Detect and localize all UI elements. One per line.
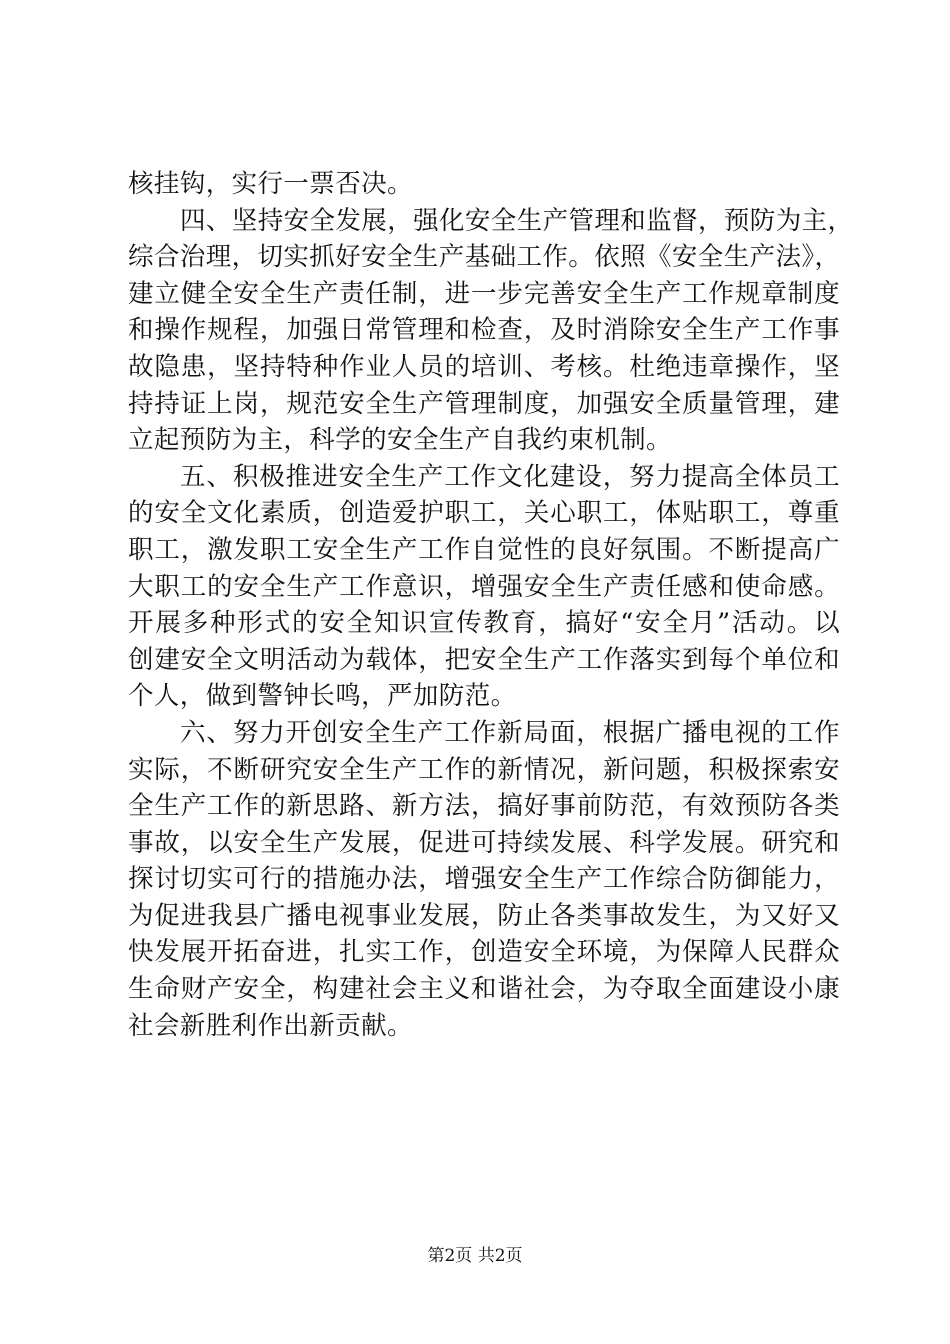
text-line: 故隐患，坚持特种作业人员的培训、考核。杜绝违章操作，坚 xyxy=(128,351,840,382)
text-line: 职工，激发职工安全生产工作自觉性的良好氛围。不断提高广 xyxy=(128,534,840,565)
text-line: 个人，做到警钟长鸣，严加防范。 xyxy=(128,681,517,712)
page-footer: 第2页 共2页 xyxy=(427,1246,523,1266)
text-line: 创建安全文明活动为载体，把安全生产工作落实到每个单位和 xyxy=(128,644,840,675)
text-line: 快发展开拓奋进，扎实工作，创造安全环境，为保障人民群众 xyxy=(128,937,840,968)
text-line: 社会新胜利作出新贡献。 xyxy=(128,1010,413,1041)
text-line: 六、努力开创安全生产工作新局面，根据广播电视的工作 xyxy=(180,717,840,748)
document-body xyxy=(128,166,854,1044)
text-line: 立起预防为主，科学的安全生产自我约束机制。 xyxy=(128,425,672,456)
text-line: 开展多种形式的安全知识宣传教育，搞好“安全月”活动。以 xyxy=(128,608,840,639)
text-line: 事故，以安全生产发展，促进可持续发展、科学发展。研究和 xyxy=(128,827,840,858)
text-line: 核挂钩，实行一票否决。 xyxy=(128,169,413,199)
text-line: 探讨切实可行的措施办法，增强安全生产工作综合防御能力， xyxy=(128,864,840,895)
text-line: 和操作规程，加强日常管理和检查，及时消除安全生产工作事 xyxy=(128,315,840,346)
text-line: 的安全文化素质，创造爱护职工，关心职工，体贴职工，尊重 xyxy=(128,498,840,529)
text-line: 大职工的安全生产工作意识，增强安全生产责任感和使命感。 xyxy=(128,571,840,602)
text-line: 全生产工作的新思路、新方法，搞好事前防范，有效预防各类 xyxy=(128,791,840,822)
text-line: 综合治理，切实抓好安全生产基础工作。依照《安全生产法》， xyxy=(128,242,841,273)
text-line: 建立健全安全生产责任制，进一步完善安全生产工作规章制度 xyxy=(128,278,840,309)
text-line: 生命财产安全，构建社会主义和谐社会，为夺取全面建设小康 xyxy=(128,974,840,1005)
text-line: 四、坚持安全发展，强化安全生产管理和监督，预防为主， xyxy=(180,205,854,236)
text-line: 实际，不断研究安全生产工作的新情况，新问题，积极探索安 xyxy=(128,754,840,785)
text-line: 持持证上岗，规范安全生产管理制度，加强安全质量管理，建 xyxy=(128,388,840,419)
text-line: 为促进我县广播电视事业发展，防止各类事故发生，为又好又 xyxy=(128,900,840,931)
text-line: 五、积极推进安全生产工作文化建设，努力提高全体员工 xyxy=(180,461,840,492)
